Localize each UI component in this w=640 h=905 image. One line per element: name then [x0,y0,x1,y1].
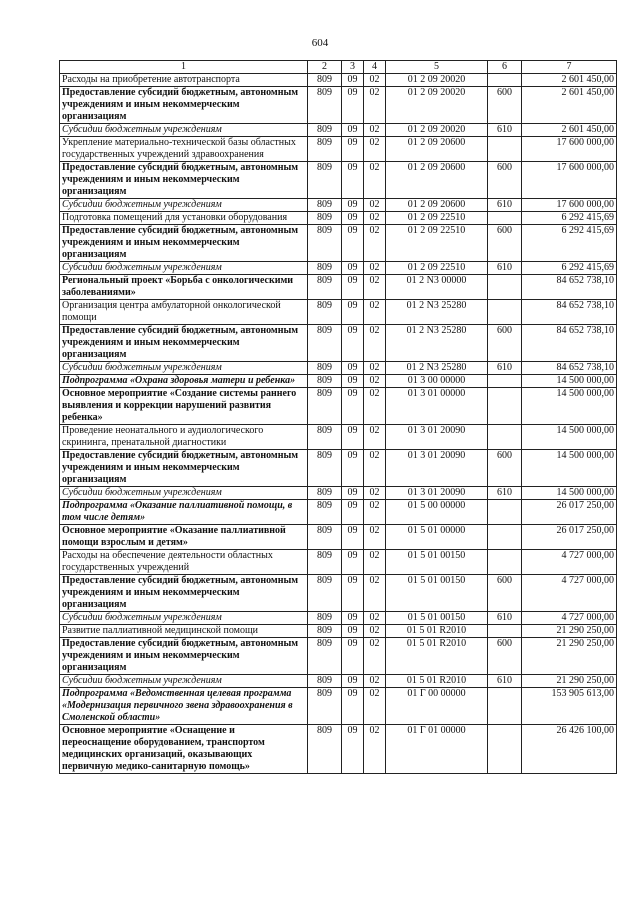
target-article-cell: 01 3 01 20090 [386,487,488,500]
section-cell: 09 [342,388,364,425]
expense-type-cell: 610 [488,487,522,500]
expense-type-cell [488,525,522,550]
section-cell: 09 [342,225,364,262]
subsection-cell: 02 [364,275,386,300]
expense-type-cell: 610 [488,199,522,212]
ministry-code-cell: 809 [308,425,342,450]
row-name-cell: Укрепление материально-технической базы областных государственных учреждений здравоохранения [60,137,308,162]
amount-cell: 2 601 450,00 [522,87,617,124]
target-article-cell: 01 5 01 R2010 [386,638,488,675]
target-article-cell: 01 2 N3 25280 [386,300,488,325]
subsection-cell: 02 [364,638,386,675]
expense-type-cell [488,688,522,725]
subsection-cell: 02 [364,688,386,725]
amount-cell: 4 727 000,00 [522,612,617,625]
table-row [60,388,617,425]
table-row [60,87,617,124]
section-cell: 09 [342,688,364,725]
expense-type-cell [488,725,522,774]
section-cell: 09 [342,300,364,325]
header-cell: 3 [342,61,364,74]
table-row [60,612,617,625]
section-cell: 09 [342,575,364,612]
row-name-cell: Предоставление субсидий бюджетным, автономным учреждениям и иным некоммерческим организациям [60,162,308,199]
subsection-cell: 02 [364,325,386,362]
subsection-cell: 02 [364,137,386,162]
amount-cell: 21 290 250,00 [522,675,617,688]
table-row [60,262,617,275]
ministry-code-cell: 809 [308,638,342,675]
target-article-cell: 01 Г 01 00000 [386,725,488,774]
ministry-code-cell: 809 [308,688,342,725]
amount-cell: 14 500 000,00 [522,487,617,500]
amount-cell: 17 600 000,00 [522,137,617,162]
target-article-cell: 01 5 01 00150 [386,550,488,575]
amount-cell: 26 017 250,00 [522,500,617,525]
expense-type-cell [488,388,522,425]
header-cell: 4 [364,61,386,74]
ministry-code-cell: 809 [308,275,342,300]
table-row [60,74,617,87]
amount-cell: 26 017 250,00 [522,525,617,550]
ministry-code-cell: 809 [308,362,342,375]
expense-type-cell: 610 [488,362,522,375]
expense-type-cell [488,212,522,225]
row-name-cell: Предоставление субсидий бюджетным, автономным учреждениям и иным некоммерческим организациям [60,225,308,262]
amount-cell: 14 500 000,00 [522,450,617,487]
expense-type-cell [488,275,522,300]
section-cell: 09 [342,612,364,625]
target-article-cell: 01 2 N3 25280 [386,362,488,375]
expense-type-cell [488,137,522,162]
row-name-cell: Проведение неонатального и аудиологического скрининга, пренатальной диагностики [60,425,308,450]
target-article-cell: 01 5 01 R2010 [386,675,488,688]
page-number: 604 [311,37,329,49]
ministry-code-cell: 809 [308,487,342,500]
target-article-cell: 01 Г 00 00000 [386,688,488,725]
expense-type-cell: 610 [488,675,522,688]
section-cell: 09 [342,550,364,575]
table-row [60,625,617,638]
subsection-cell: 02 [364,575,386,612]
expense-type-cell [488,500,522,525]
target-article-cell: 01 3 00 00000 [386,375,488,388]
section-cell: 09 [342,74,364,87]
amount-cell: 84 652 738,10 [522,275,617,300]
target-article-cell: 01 5 00 00000 [386,500,488,525]
row-name-cell: Субсидии бюджетным учреждениям [60,262,308,275]
header-cell: 2 [308,61,342,74]
target-article-cell: 01 2 09 20600 [386,137,488,162]
row-name-cell: Субсидии бюджетным учреждениям [60,675,308,688]
section-cell: 09 [342,87,364,124]
table-row [60,675,617,688]
table-row [60,362,617,375]
expense-type-cell [488,550,522,575]
table-row [60,275,617,300]
row-name-cell: Региональный проект «Борьба с онкологическими заболеваниями» [60,275,308,300]
header-cell: 7 [522,61,617,74]
subsection-cell: 02 [364,500,386,525]
row-name-cell: Субсидии бюджетным учреждениям [60,199,308,212]
row-name-cell: Основное мероприятие «Создание системы раннего выявления и коррекции нарушений развития ребенка» [60,388,308,425]
subsection-cell: 02 [364,212,386,225]
ministry-code-cell: 809 [308,612,342,625]
amount-cell: 14 500 000,00 [522,425,617,450]
expense-type-cell [488,300,522,325]
row-name-cell: Предоставление субсидий бюджетным, автономным учреждениям и иным некоммерческим организациям [60,638,308,675]
subsection-cell: 02 [364,675,386,688]
ministry-code-cell: 809 [308,550,342,575]
table-row [60,212,617,225]
subsection-cell: 02 [364,87,386,124]
section-cell: 09 [342,212,364,225]
amount-cell: 4 727 000,00 [522,550,617,575]
ministry-code-cell: 809 [308,124,342,137]
table-row [60,500,617,525]
row-name-cell: Подпрограмма «Охрана здоровья матери и ребенка» [60,375,308,388]
amount-cell: 17 600 000,00 [522,199,617,212]
expense-type-cell: 600 [488,638,522,675]
row-name-cell: Основное мероприятие «Оказание паллиативной помощи взрослым и детям» [60,525,308,550]
amount-cell: 4 727 000,00 [522,575,617,612]
ministry-code-cell: 809 [308,162,342,199]
target-article-cell: 01 3 01 00000 [386,388,488,425]
expense-type-cell: 600 [488,225,522,262]
section-cell: 09 [342,638,364,675]
section-cell: 09 [342,425,364,450]
section-cell: 09 [342,375,364,388]
section-cell: 09 [342,500,364,525]
subsection-cell: 02 [364,487,386,500]
row-name-cell: Подпрограмма «Ведомственная целевая программа «Модернизация первичного звена здравоохранения в Смоленской области» [60,688,308,725]
table-row [60,638,617,675]
subsection-cell: 02 [364,625,386,638]
amount-cell: 2 601 450,00 [522,124,617,137]
ministry-code-cell: 809 [308,137,342,162]
row-name-cell: Предоставление субсидий бюджетным, автономным учреждениям и иным некоммерческим организациям [60,325,308,362]
section-cell: 09 [342,275,364,300]
section-cell: 09 [342,675,364,688]
row-name-cell: Основное мероприятие «Оснащение и переоснащение оборудованием, транспортом медицинских организаций, оказывающих первичную медико-санитарную помощь» [60,725,308,774]
section-cell: 09 [342,137,364,162]
ministry-code-cell: 809 [308,375,342,388]
subsection-cell: 02 [364,550,386,575]
row-name-cell: Предоставление субсидий бюджетным, автономным учреждениям и иным некоммерческим организациям [60,87,308,124]
subsection-cell: 02 [364,375,386,388]
row-name-cell: Подпрограмма «Оказание паллиативной помощи, в том числе детям» [60,500,308,525]
ministry-code-cell: 809 [308,675,342,688]
row-name-cell: Расходы на обеспечение деятельности областных государственных учреждений [60,550,308,575]
header-row [60,61,617,74]
ministry-code-cell: 809 [308,388,342,425]
table-row [60,550,617,575]
ministry-code-cell: 809 [308,87,342,124]
row-name-cell: Расходы на приобретение автотранспорта [60,74,308,87]
subsection-cell: 02 [364,450,386,487]
ministry-code-cell: 809 [308,525,342,550]
table-row [60,525,617,550]
table-row [60,450,617,487]
section-cell: 09 [342,487,364,500]
subsection-cell: 02 [364,725,386,774]
expense-type-cell: 600 [488,325,522,362]
table-row [60,162,617,199]
row-name-cell: Подготовка помещений для установки оборудования [60,212,308,225]
amount-cell: 153 905 613,00 [522,688,617,725]
subsection-cell: 02 [364,525,386,550]
target-article-cell: 01 5 01 00150 [386,575,488,612]
expense-type-cell: 610 [488,124,522,137]
ministry-code-cell: 809 [308,500,342,525]
ministry-code-cell: 809 [308,74,342,87]
ministry-code-cell: 809 [308,625,342,638]
section-cell: 09 [342,450,364,487]
ministry-code-cell: 809 [308,300,342,325]
table-row [60,725,617,774]
amount-cell: 17 600 000,00 [522,162,617,199]
row-name-cell: Субсидии бюджетным учреждениям [60,612,308,625]
ministry-code-cell: 809 [308,212,342,225]
section-cell: 09 [342,725,364,774]
expense-type-cell: 600 [488,162,522,199]
row-name-cell: Организация центра амбулаторной онкологической помощи [60,300,308,325]
target-article-cell: 01 5 01 00000 [386,525,488,550]
section-cell: 09 [342,162,364,199]
amount-cell: 21 290 250,00 [522,638,617,675]
target-article-cell: 01 2 09 20600 [386,162,488,199]
amount-cell: 84 652 738,10 [522,325,617,362]
expense-type-cell: 600 [488,450,522,487]
header-cell: 6 [488,61,522,74]
section-cell: 09 [342,525,364,550]
row-name-cell: Развитие паллиативной медицинской помощи [60,625,308,638]
table-row [60,688,617,725]
target-article-cell: 01 2 N3 25280 [386,325,488,362]
table-row [60,199,617,212]
expense-type-cell: 600 [488,575,522,612]
amount-cell: 6 292 415,69 [522,212,617,225]
section-cell: 09 [342,124,364,137]
target-article-cell: 01 2 09 20020 [386,87,488,124]
table-row [60,487,617,500]
ministry-code-cell: 809 [308,199,342,212]
target-article-cell: 01 2 09 22510 [386,225,488,262]
expense-type-cell: 610 [488,262,522,275]
amount-cell: 84 652 738,10 [522,362,617,375]
subsection-cell: 02 [364,124,386,137]
subsection-cell: 02 [364,262,386,275]
row-name-cell: Субсидии бюджетным учреждениям [60,362,308,375]
ministry-code-cell: 809 [308,325,342,362]
target-article-cell: 01 2 09 20020 [386,74,488,87]
row-name-cell: Субсидии бюджетным учреждениям [60,124,308,137]
amount-cell: 21 290 250,00 [522,625,617,638]
expense-type-cell [488,425,522,450]
table-row [60,225,617,262]
subsection-cell: 02 [364,162,386,199]
subsection-cell: 02 [364,199,386,212]
amount-cell: 84 652 738,10 [522,300,617,325]
target-article-cell: 01 2 09 22510 [386,212,488,225]
target-article-cell: 01 3 01 20090 [386,450,488,487]
amount-cell: 26 426 100,00 [522,725,617,774]
subsection-cell: 02 [364,300,386,325]
subsection-cell: 02 [364,362,386,375]
expense-type-cell [488,74,522,87]
ministry-code-cell: 809 [308,262,342,275]
row-name-cell: Субсидии бюджетным учреждениям [60,487,308,500]
budget-table [59,60,617,774]
target-article-cell: 01 5 01 R2010 [386,625,488,638]
header-cell: 1 [60,61,308,74]
target-article-cell: 01 5 01 00150 [386,612,488,625]
amount-cell: 14 500 000,00 [522,375,617,388]
table-row [60,124,617,137]
header-cell: 5 [386,61,488,74]
subsection-cell: 02 [364,612,386,625]
expense-type-cell [488,375,522,388]
subsection-cell: 02 [364,74,386,87]
table-row [60,325,617,362]
target-article-cell: 01 2 09 20600 [386,199,488,212]
amount-cell: 6 292 415,69 [522,262,617,275]
ministry-code-cell: 809 [308,725,342,774]
target-article-cell: 01 3 01 20090 [386,425,488,450]
ministry-code-cell: 809 [308,225,342,262]
target-article-cell: 01 2 N3 00000 [386,275,488,300]
subsection-cell: 02 [364,425,386,450]
table-row [60,575,617,612]
ministry-code-cell: 809 [308,575,342,612]
table-row [60,375,617,388]
section-cell: 09 [342,199,364,212]
section-cell: 09 [342,362,364,375]
table-row [60,300,617,325]
subsection-cell: 02 [364,225,386,262]
expense-type-cell [488,625,522,638]
section-cell: 09 [342,625,364,638]
table-row [60,137,617,162]
table-row [60,425,617,450]
section-cell: 09 [342,262,364,275]
target-article-cell: 01 2 09 22510 [386,262,488,275]
ministry-code-cell: 809 [308,450,342,487]
expense-type-cell: 610 [488,612,522,625]
target-article-cell: 01 2 09 20020 [386,124,488,137]
amount-cell: 6 292 415,69 [522,225,617,262]
row-name-cell: Предоставление субсидий бюджетным, автономным учреждениям и иным некоммерческим организациям [60,575,308,612]
amount-cell: 14 500 000,00 [522,388,617,425]
amount-cell: 2 601 450,00 [522,74,617,87]
expense-type-cell: 600 [488,87,522,124]
section-cell: 09 [342,325,364,362]
row-name-cell: Предоставление субсидий бюджетным, автономным учреждениям и иным некоммерческим организациям [60,450,308,487]
subsection-cell: 02 [364,388,386,425]
